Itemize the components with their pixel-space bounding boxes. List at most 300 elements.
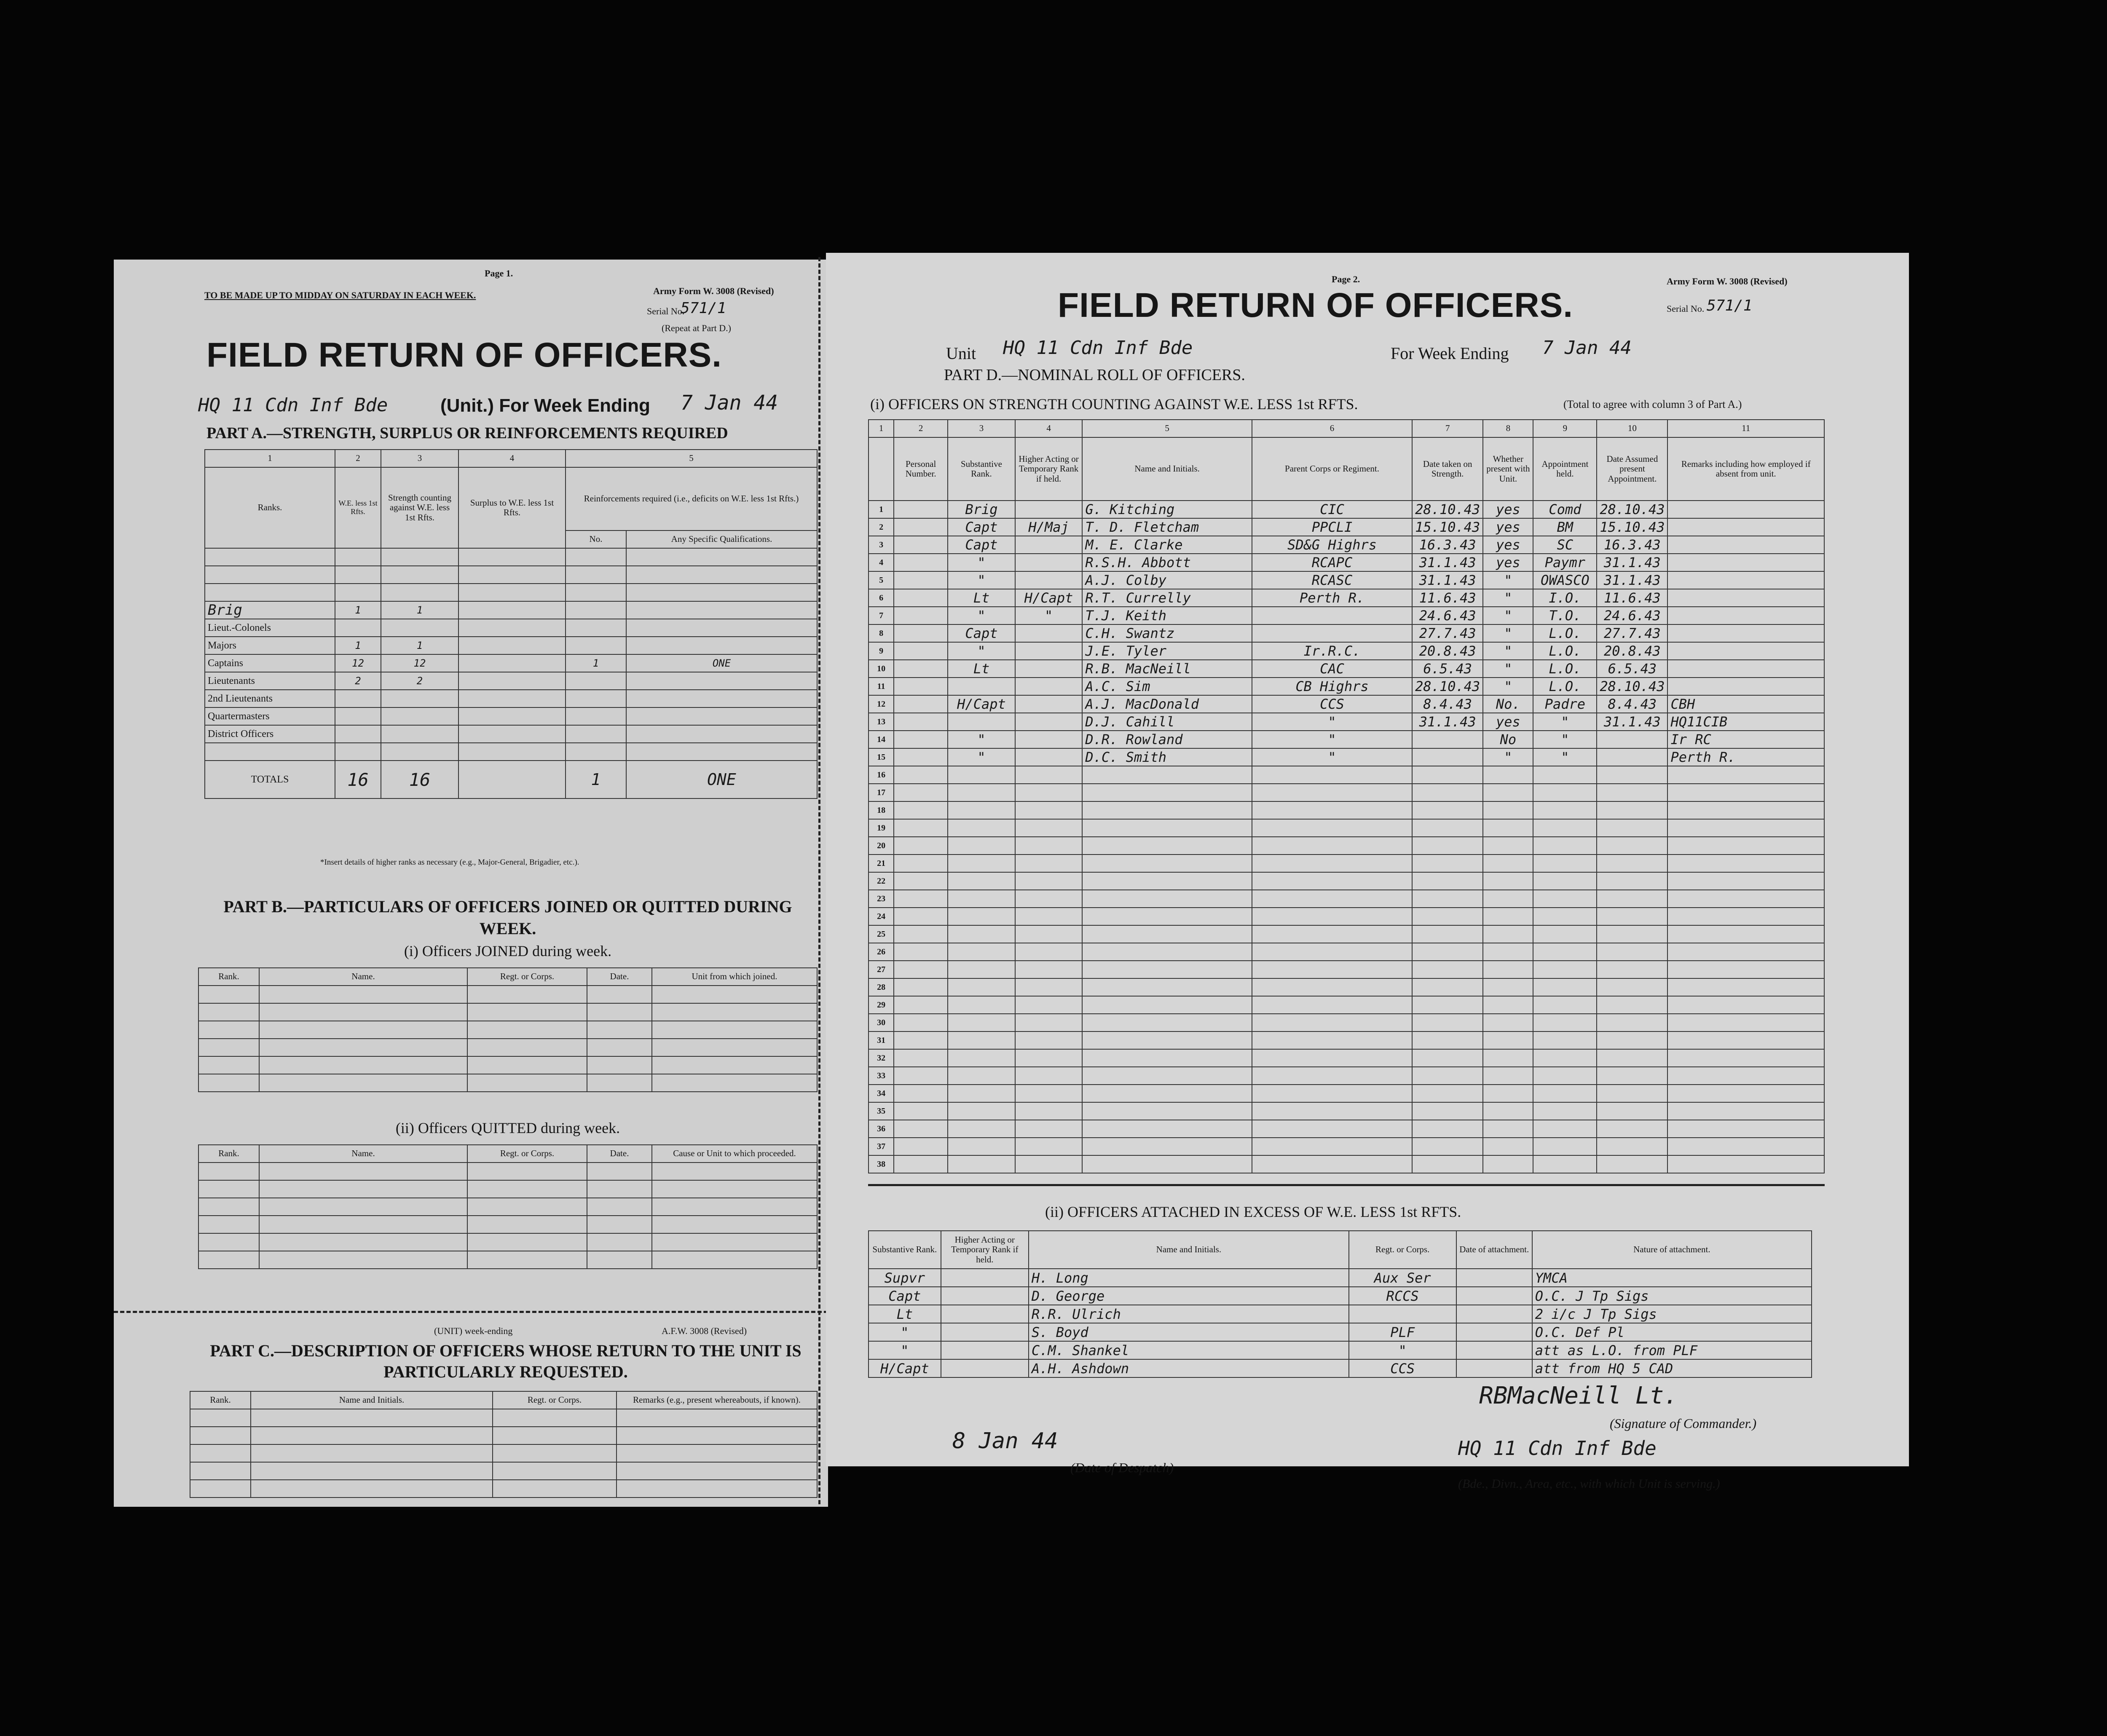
roll-cell-corps: RCAPC [1252, 554, 1412, 571]
roll-cell-appt [1533, 925, 1597, 943]
roll-cell-personal-number [894, 695, 948, 713]
roll-cell-assumed [1597, 1102, 1667, 1120]
roll-cell-remarks [1667, 678, 1824, 695]
roll-cell-remarks [1667, 801, 1824, 819]
roll-row [869, 713, 1824, 731]
roll-cell-higher [1015, 1120, 1083, 1138]
serial-note-left: (Repeat at Part D.) [662, 323, 731, 333]
roll-cell-n: 13 [869, 713, 894, 731]
roll-cell-n: 9 [869, 642, 894, 660]
week-label-right: For Week Ending [1391, 344, 1509, 363]
roll-cell-remarks [1667, 660, 1824, 678]
roll-cell-n: 21 [869, 855, 894, 872]
roll-cell-appt [1533, 908, 1597, 925]
roll-cell-remarks [1667, 890, 1824, 908]
roll-cell-n: 34 [869, 1085, 894, 1102]
roll-cell-date [1412, 1102, 1483, 1120]
roll-cell-n: 16 [869, 766, 894, 784]
serial-value-left: 571/1 [681, 300, 726, 317]
roll-cell-assumed: 16.3.43 [1597, 536, 1667, 554]
attached-cell-nature: YMCA [1532, 1269, 1812, 1287]
roll-cell-higher: H/Maj [1015, 518, 1083, 536]
roll-cell-appt [1533, 961, 1597, 978]
roll-row [869, 1049, 1824, 1067]
col-header-qualifications: Any Specific Qualifications. [626, 530, 817, 548]
col-number: 4 [458, 450, 566, 467]
roll-row [869, 731, 1824, 748]
joined-title: (i) Officers JOINED during week. [404, 943, 612, 959]
roll-cell-higher [1015, 1102, 1083, 1120]
roll-cell-name [1082, 1155, 1252, 1173]
unit-value-right: HQ 11 Cdn Inf Bde [1003, 337, 1193, 359]
roll-col-header [869, 437, 894, 501]
roll-cell-higher [1015, 1014, 1083, 1031]
form-number-left: Army Form W. 3008 (Revised) [653, 286, 774, 296]
attached-table [868, 1230, 1812, 1378]
roll-col-number: 4 [1015, 420, 1083, 437]
col-number: 5 [566, 450, 817, 467]
roll-cell-n: 2 [869, 518, 894, 536]
col-header-we: W.E. less 1st Rfts. [335, 467, 381, 548]
roll-cell-date [1412, 961, 1483, 978]
roll-cell-name [1082, 943, 1252, 961]
roll-cell-date [1412, 890, 1483, 908]
roll-cell-sub [948, 996, 1015, 1014]
roll-cell-name [1082, 890, 1252, 908]
roll-cell-present: yes [1483, 713, 1533, 731]
roll-cell-corps: RCASC [1252, 571, 1412, 589]
totals-row: TOTALS 16 16 1 ONE [205, 761, 817, 798]
roll-cell-remarks [1667, 943, 1824, 961]
roll-cell-date: 15.10.43 [1412, 518, 1483, 536]
quitted-title: (ii) Officers QUITTED during week. [395, 1120, 620, 1136]
roll-cell-remarks [1667, 536, 1824, 554]
roll-cell-corps [1252, 819, 1412, 837]
roll-cell-assumed [1597, 819, 1667, 837]
roll-cell-assumed: 15.10.43 [1597, 518, 1667, 536]
roll-cell-sub [948, 1120, 1015, 1138]
roll-cell-personal-number [894, 1085, 948, 1102]
roll-cell-present [1483, 872, 1533, 890]
roll-cell-remarks [1667, 571, 1824, 589]
roll-cell-n: 27 [869, 961, 894, 978]
attached-cell-date [1456, 1287, 1532, 1305]
roll-cell-sub: Lt [948, 589, 1015, 607]
roll-col-header: Remarks including how employed if absent from unit. [1667, 437, 1824, 501]
roll-cell-n: 32 [869, 1049, 894, 1067]
roll-cell-date [1412, 978, 1483, 996]
strength-title: (i) OFFICERS ON STRENGTH COUNTING AGAINST W.E. LESS 1st RFTS. [870, 396, 1358, 413]
roll-cell-personal-number [894, 554, 948, 571]
week-value-left: 7 Jan 44 [681, 391, 778, 415]
roll-cell-assumed [1597, 1031, 1667, 1049]
roll-cell-assumed: 28.10.43 [1597, 678, 1667, 695]
attached-cell-nature: att from HQ 5 CAD [1532, 1359, 1812, 1377]
part-a-row: Captains 12 12 1 ONE [205, 654, 817, 672]
page-1-label: Page 1. [485, 268, 513, 279]
roll-cell-date [1412, 837, 1483, 855]
center-fold [818, 257, 820, 1504]
roll-cell-name: C.H. Swantz [1082, 624, 1252, 642]
col-header-ranks: Ranks. [205, 467, 335, 548]
roll-row [869, 872, 1824, 890]
roll-col-header: Substantive Rank. [948, 437, 1015, 501]
roll-col-header: Personal Number. [894, 437, 948, 501]
roll-cell-personal-number [894, 571, 948, 589]
roll-cell-n: 29 [869, 996, 894, 1014]
roll-cell-assumed: 24.6.43 [1597, 607, 1667, 624]
roll-cell-corps [1252, 1155, 1412, 1173]
roll-cell-sub [948, 872, 1015, 890]
roll-cell-present [1483, 890, 1533, 908]
roll-row [869, 1138, 1824, 1155]
roll-cell-assumed [1597, 1049, 1667, 1067]
roll-row [869, 1085, 1824, 1102]
roll-cell-personal-number [894, 1067, 948, 1085]
roll-cell-personal-number [894, 925, 948, 943]
roll-cell-remarks [1667, 624, 1824, 642]
roll-cell-date: 31.1.43 [1412, 554, 1483, 571]
roll-cell-remarks [1667, 978, 1824, 996]
roll-cell-corps: " [1252, 713, 1412, 731]
roll-cell-appt [1533, 855, 1597, 872]
roll-cell-present [1483, 766, 1533, 784]
roll-cell-date: 28.10.43 [1412, 678, 1483, 695]
roll-cell-higher [1015, 536, 1083, 554]
roll-cell-personal-number [894, 1049, 948, 1067]
roll-cell-higher [1015, 1067, 1083, 1085]
part-d-title: PART D.—NOMINAL ROLL OF OFFICERS. [944, 366, 1245, 384]
roll-cell-higher [1015, 943, 1083, 961]
roll-cell-n: 8 [869, 624, 894, 642]
attached-cell-name: S. Boyd [1029, 1323, 1349, 1341]
attached-cell-date [1456, 1305, 1532, 1323]
roll-cell-remarks [1667, 642, 1824, 660]
roll-cell-sub [948, 978, 1015, 996]
roll-cell-name: A.J. Colby [1082, 571, 1252, 589]
roll-cell-date: 28.10.43 [1412, 501, 1483, 518]
roll-row [869, 1120, 1824, 1138]
roll-cell-assumed [1597, 961, 1667, 978]
roll-row [869, 908, 1824, 925]
roll-cell-remarks [1667, 518, 1824, 536]
roll-cell-corps [1252, 890, 1412, 908]
roll-row [869, 695, 1824, 713]
roll-cell-sub [948, 837, 1015, 855]
attached-cell-higher [941, 1287, 1029, 1305]
roll-cell-n: 19 [869, 819, 894, 837]
page-2-title: FIELD RETURN OF OFFICERS. [1058, 286, 1574, 324]
roll-cell-n: 14 [869, 731, 894, 748]
attached-col-header: Higher Acting or Temporary Rank if held. [941, 1231, 1029, 1269]
part-b-title: PART B.—PARTICULARS OF OFFICERS JOINED OR QUITTED DURING WEEK. [223, 897, 792, 938]
attached-cell-sub: Lt [869, 1305, 941, 1323]
roll-cell-assumed [1597, 837, 1667, 855]
roll-row [869, 518, 1824, 536]
roll-cell-personal-number [894, 748, 948, 766]
roll-cell-name [1082, 801, 1252, 819]
roll-cell-appt [1533, 766, 1597, 784]
serial-label-left: Serial No. [647, 306, 685, 316]
roll-cell-sub: Brig [948, 501, 1015, 518]
col-header-strength: Strength counting against W.E. less 1st Rfts. [381, 467, 458, 548]
roll-cell-n: 6 [869, 589, 894, 607]
roll-cell-appt [1533, 1085, 1597, 1102]
roll-cell-personal-number [894, 501, 948, 518]
roll-cell-date [1412, 766, 1483, 784]
roll-cell-assumed [1597, 872, 1667, 890]
roll-cell-sub [948, 1031, 1015, 1049]
roll-cell-personal-number [894, 1031, 948, 1049]
midday-note: TO BE MADE UP TO MIDDAY ON SATURDAY IN EACH WEEK. [204, 290, 476, 300]
roll-cell-date [1412, 784, 1483, 801]
roll-cell-present: yes [1483, 536, 1533, 554]
roll-cell-personal-number [894, 731, 948, 748]
roll-cell-appt [1533, 943, 1597, 961]
roll-cell-n: 5 [869, 571, 894, 589]
roll-cell-corps [1252, 766, 1412, 784]
part-a-row: 2nd Lieutenants [205, 690, 817, 707]
roll-cell-corps: PPCLI [1252, 518, 1412, 536]
roll-cell-sub [948, 1067, 1015, 1085]
signature-caption: (Signature of Commander.) [1610, 1416, 1757, 1431]
roll-cell-sub: Capt [948, 624, 1015, 642]
roll-cell-assumed: 8.4.43 [1597, 695, 1667, 713]
roll-cell-date: 20.8.43 [1412, 642, 1483, 660]
roll-cell-date [1412, 801, 1483, 819]
roll-cell-personal-number [894, 855, 948, 872]
part-c-title: PART C.—DESCRIPTION OF OFFICERS WHOSE RETURN TO THE UNIT IS PARTICULARLY REQUESTED. [210, 1341, 802, 1381]
roll-cell-sub [948, 908, 1015, 925]
week-value-right: 7 Jan 44 [1542, 337, 1632, 359]
attached-cell-higher [941, 1305, 1029, 1323]
roll-cell-assumed: 31.1.43 [1597, 554, 1667, 571]
roll-cell-appt: L.O. [1533, 678, 1597, 695]
roll-cell-sub [948, 1014, 1015, 1031]
roll-cell-personal-number [894, 961, 948, 978]
roll-cell-date [1412, 908, 1483, 925]
page-2-label: Page 2. [1332, 274, 1360, 284]
roll-cell-higher [1015, 642, 1083, 660]
roll-cell-corps: CCS [1252, 695, 1412, 713]
roll-col-number: 6 [1252, 420, 1412, 437]
roll-cell-corps [1252, 837, 1412, 855]
roll-cell-assumed [1597, 1155, 1667, 1173]
roll-cell-personal-number [894, 536, 948, 554]
roll-cell-name: T. D. Fletcham [1082, 518, 1252, 536]
roll-cell-assumed [1597, 943, 1667, 961]
roll-cell-assumed: 27.7.43 [1597, 624, 1667, 642]
roll-cell-appt: " [1533, 731, 1597, 748]
roll-cell-assumed: 11.6.43 [1597, 589, 1667, 607]
roll-cell-remarks [1667, 1049, 1824, 1067]
roll-cell-higher [1015, 660, 1083, 678]
roll-cell-present: yes [1483, 554, 1533, 571]
roll-cell-remarks [1667, 607, 1824, 624]
attached-cell-date [1456, 1269, 1532, 1287]
roll-cell-personal-number [894, 766, 948, 784]
attached-cell-higher [941, 1323, 1029, 1341]
roll-cell-higher [1015, 1085, 1083, 1102]
roll-cell-n: 22 [869, 872, 894, 890]
roll-cell-personal-number [894, 518, 948, 536]
roll-cell-appt [1533, 784, 1597, 801]
roll-cell-name: T.J. Keith [1082, 607, 1252, 624]
roll-cell-present [1483, 801, 1533, 819]
attached-row [869, 1359, 1812, 1377]
roll-cell-assumed [1597, 1014, 1667, 1031]
roll-cell-remarks [1667, 872, 1824, 890]
roll-cell-present [1483, 996, 1533, 1014]
roll-cell-corps [1252, 855, 1412, 872]
attached-cell-sub: " [869, 1323, 941, 1341]
roll-cell-name: D.C. Smith [1082, 748, 1252, 766]
roll-cell-personal-number [894, 837, 948, 855]
roll-cell-date: 16.3.43 [1412, 536, 1483, 554]
roll-cell-sub [948, 855, 1015, 872]
roll-cell-personal-number [894, 660, 948, 678]
roll-cell-remarks [1667, 1138, 1824, 1155]
attached-cell-date [1456, 1323, 1532, 1341]
roll-cell-name [1082, 925, 1252, 943]
roll-cell-name: R.T. Currelly [1082, 589, 1252, 607]
roll-cell-remarks [1667, 784, 1824, 801]
unit-value-left: HQ 11 Cdn Inf Bde [198, 394, 388, 416]
roll-cell-n: 25 [869, 925, 894, 943]
roll-cell-appt: BM [1533, 518, 1597, 536]
roll-col-number: 3 [948, 420, 1015, 437]
roll-cell-appt [1533, 801, 1597, 819]
roll-cell-remarks [1667, 1102, 1824, 1120]
roll-cell-assumed: 6.5.43 [1597, 660, 1667, 678]
part-c-header: (UNIT) week-ending [434, 1326, 513, 1336]
roll-cell-higher [1015, 1138, 1083, 1155]
col-number: 3 [381, 450, 458, 467]
unit-label-right: Unit [946, 344, 976, 363]
part-a-row: Lieut.-Colonels [205, 619, 817, 637]
roll-cell-corps: SD&G Highrs [1252, 536, 1412, 554]
attached-cell-name: C.M. Shankel [1029, 1341, 1349, 1359]
roll-cell-n: 17 [869, 784, 894, 801]
roll-col-number: 5 [1082, 420, 1252, 437]
roll-cell-present: yes [1483, 501, 1533, 518]
roll-cell-corps [1252, 1102, 1412, 1120]
attached-cell-corps: PLF [1349, 1323, 1456, 1341]
roll-row [869, 678, 1824, 695]
roll-cell-remarks [1667, 1031, 1824, 1049]
part-a-row: Lieutenants 2 2 [205, 672, 817, 690]
col-header-reinforcements: Reinforcements required (i.e., deficits on W.E. less 1st Rfts.) [566, 467, 817, 530]
col-number: 2 [335, 450, 381, 467]
page-1-sheet [114, 260, 828, 1507]
roll-cell-corps [1252, 1120, 1412, 1138]
attached-cell-sub: Capt [869, 1287, 941, 1305]
roll-cell-assumed [1597, 908, 1667, 925]
roll-cell-higher [1015, 695, 1083, 713]
attached-cell-name: A.H. Ashdown [1029, 1359, 1349, 1377]
roll-col-header: Whether present with Unit. [1483, 437, 1533, 501]
attached-col-header: Name and Initials. [1029, 1231, 1349, 1269]
roll-cell-assumed [1597, 801, 1667, 819]
roll-cell-n: 4 [869, 554, 894, 571]
roll-cell-date [1412, 925, 1483, 943]
roll-cell-name [1082, 819, 1252, 837]
roll-cell-higher [1015, 748, 1083, 766]
roll-cell-corps [1252, 996, 1412, 1014]
roll-cell-name [1082, 978, 1252, 996]
roll-cell-remarks [1667, 908, 1824, 925]
roll-col-number: 1 [869, 420, 894, 437]
roll-cell-present [1483, 961, 1533, 978]
roll-cell-present [1483, 1067, 1533, 1085]
roll-cell-personal-number [894, 943, 948, 961]
roll-col-header: Date taken on Strength. [1412, 437, 1483, 501]
serving-unit: HQ 11 Cdn Inf Bde [1458, 1437, 1657, 1460]
roll-cell-name [1082, 961, 1252, 978]
roll-cell-name: R.S.H. Abbott [1082, 554, 1252, 571]
roll-cell-assumed: 31.1.43 [1597, 713, 1667, 731]
roll-cell-corps [1252, 1049, 1412, 1067]
roll-cell-appt [1533, 1120, 1597, 1138]
part-a-row: District Officers [205, 725, 817, 743]
roll-cell-appt [1533, 1102, 1597, 1120]
roll-cell-corps [1252, 801, 1412, 819]
roll-cell-n: 38 [869, 1155, 894, 1173]
roll-cell-assumed [1597, 731, 1667, 748]
roll-cell-corps: " [1252, 731, 1412, 748]
roll-cell-corps [1252, 624, 1412, 642]
roll-cell-n: 24 [869, 908, 894, 925]
roll-cell-higher [1015, 1049, 1083, 1067]
attached-cell-corps: RCCS [1349, 1287, 1456, 1305]
roll-cell-present [1483, 1085, 1533, 1102]
roll-cell-higher: " [1015, 607, 1083, 624]
roll-cell-present [1483, 837, 1533, 855]
roll-cell-appt [1533, 978, 1597, 996]
roll-cell-sub [948, 925, 1015, 943]
roll-cell-corps [1252, 607, 1412, 624]
roll-cell-personal-number [894, 678, 948, 695]
roll-row [869, 536, 1824, 554]
roll-cell-n: 1 [869, 501, 894, 518]
roll-cell-personal-number [894, 784, 948, 801]
roll-col-number: 10 [1597, 420, 1667, 437]
attached-cell-nature: O.C. Def Pl [1532, 1323, 1812, 1341]
roll-col-number: 9 [1533, 420, 1597, 437]
roll-cell-present: " [1483, 678, 1533, 695]
roll-cell-remarks [1667, 1014, 1824, 1031]
roll-cell-sub [948, 801, 1015, 819]
roll-cell-appt [1533, 872, 1597, 890]
roll-cell-higher [1015, 978, 1083, 996]
roll-cell-date [1412, 819, 1483, 837]
roll-cell-appt [1533, 837, 1597, 855]
roll-cell-remarks [1667, 554, 1824, 571]
roll-cell-present: " [1483, 660, 1533, 678]
roll-cell-present: " [1483, 642, 1533, 660]
roll-row [869, 554, 1824, 571]
roll-cell-date [1412, 731, 1483, 748]
roll-cell-corps: CAC [1252, 660, 1412, 678]
roll-cell-assumed [1597, 996, 1667, 1014]
roll-cell-date [1412, 996, 1483, 1014]
joined-table: Rank. Name. Regt. or Corps. Date. Unit from which joined. [198, 967, 818, 1092]
part-a-row: Majors 1 1 [205, 637, 817, 654]
roll-cell-name [1082, 784, 1252, 801]
roll-row [869, 589, 1824, 607]
roll-cell-sub [948, 766, 1015, 784]
part-a-table [204, 449, 818, 799]
